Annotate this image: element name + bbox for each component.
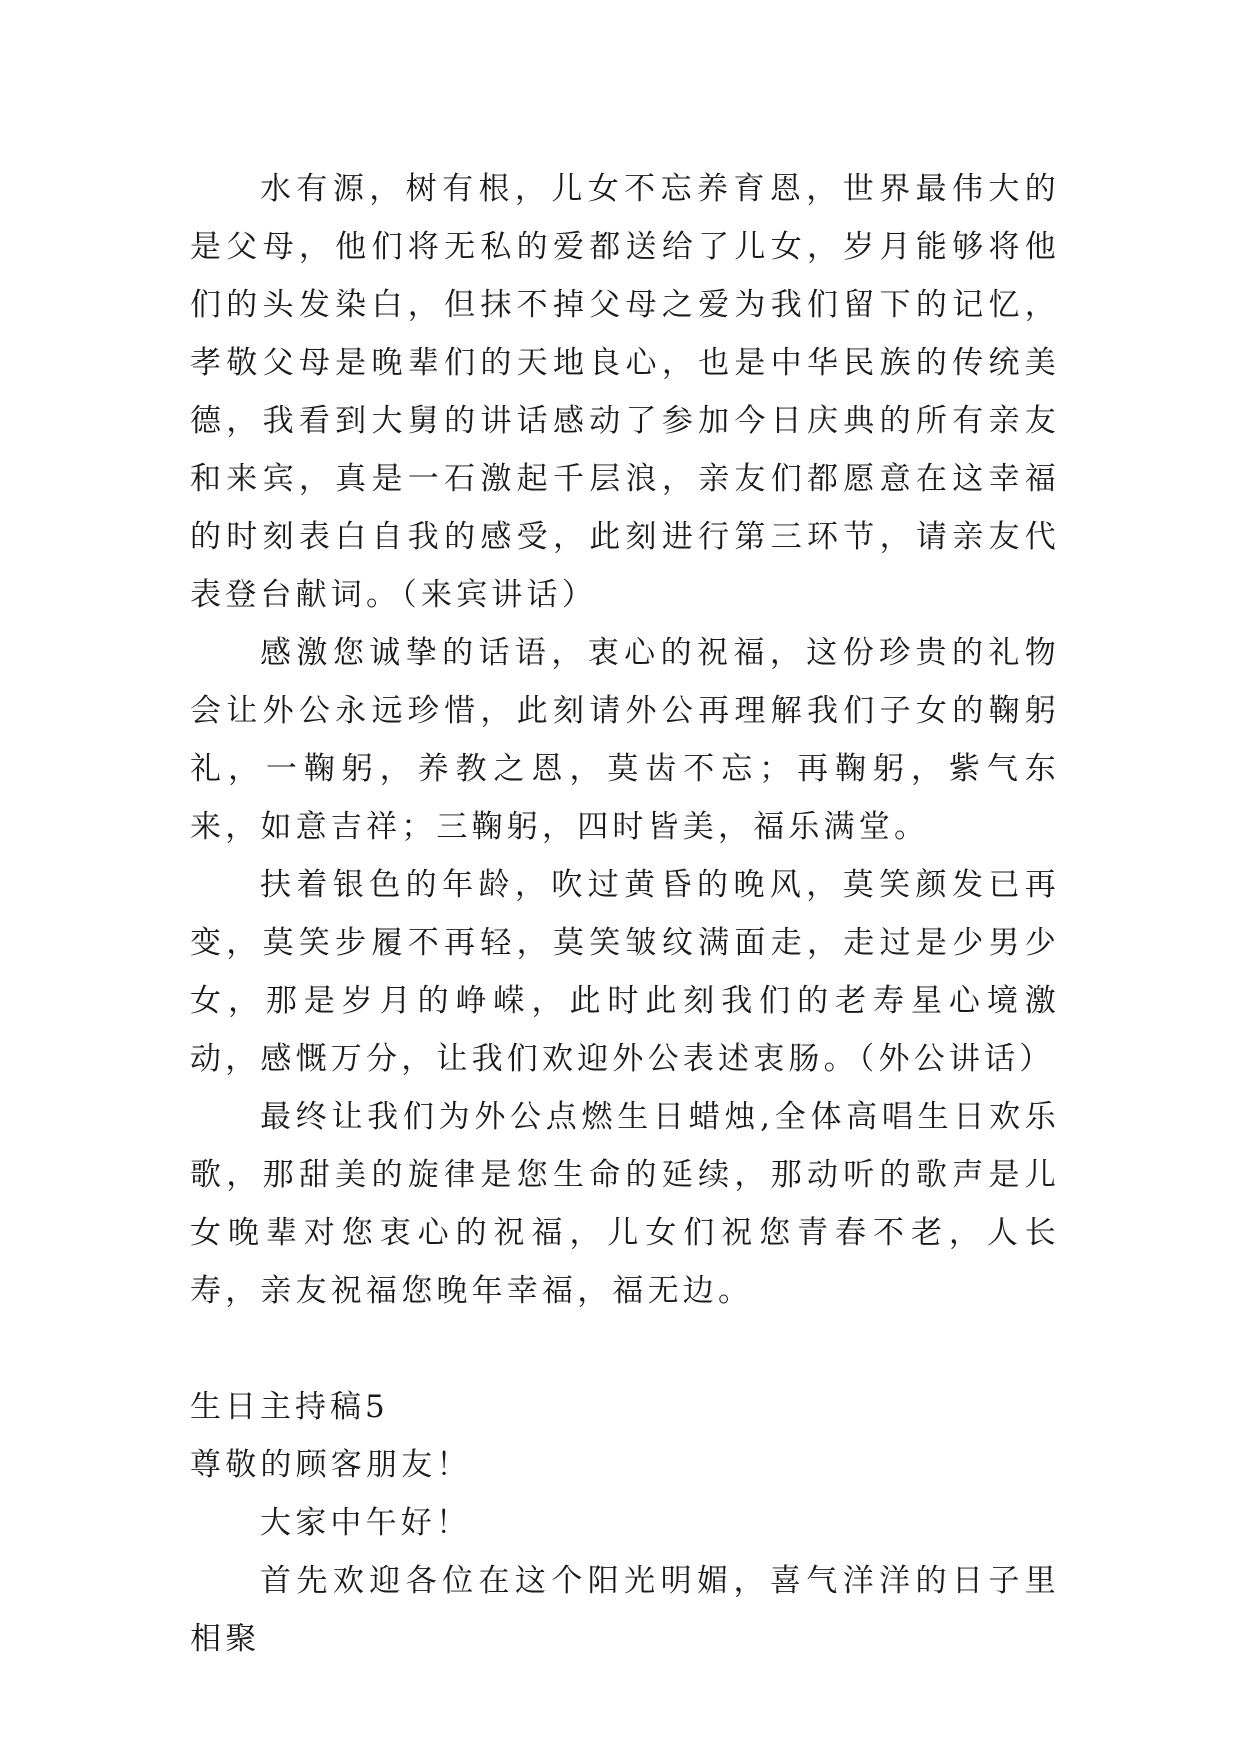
salutation: 尊敬的顾客朋友！ — [190, 1447, 472, 1483]
document-body — [190, 160, 1060, 1668]
blank-line — [190, 1320, 1060, 1378]
paragraph-2: 感激您诚挚的话语，衷心的祝福，这份珍贵的礼物会让外公永远珍惜，此刻请外公再理解我们子女的鞠躬礼，一鞠躬，养教之恩，莫齿不忘；再鞠躬，紫气东来，如意吉祥；三鞠躬，四时皆美，福乐满堂。 — [190, 635, 1060, 845]
paragraph-3: 扶着银色的年龄，吹过黄昏的晚风，莫笑颜发已再变，莫笑步履不再轻，莫笑皱纹满面走，走过是少男少女，那是岁月的峥嵘，此时此刻我们的老寿星心境激动，感慨万分，让我们欢迎外公表述衷肠。（外公讲话） — [190, 867, 1060, 1077]
paragraph-4: 最终让我们为外公点燃生日蜡烛,全体高唱生日欢乐歌，那甜美的旋律是您生命的延续，那动听的歌声是儿女晚辈对您衷心的祝福，儿女们祝您青春不老，人长寿，亲友祝福您晚年幸福，福无边。 — [190, 1099, 1060, 1309]
greeting: 大家中午好！ — [260, 1505, 472, 1541]
paragraph-5: 首先欢迎各位在这个阳光明媚，喜气洋洋的日子里相聚 — [190, 1563, 1060, 1657]
section-title: 生日主持稿5 — [190, 1389, 389, 1425]
paragraph-1: 水有源，树有根，儿女不忘养育恩，世界最伟大的是父母，他们将无私的爱都送给了儿女，岁月能够将他们的头发染白，但抹不掉父母之爱为我们留下的记忆，孝敬父母是晚辈们的天地良心，也是中华民族的传统美德，我看到大舅的讲话感动了参加今日庆典的所有亲友和来宾，真是一石激起千层浪，亲友们都愿意在这幸福的时刻表白自我的感受，此刻进行第三环节，请亲友代表登台献词。（来宾讲话） — [190, 171, 1060, 613]
